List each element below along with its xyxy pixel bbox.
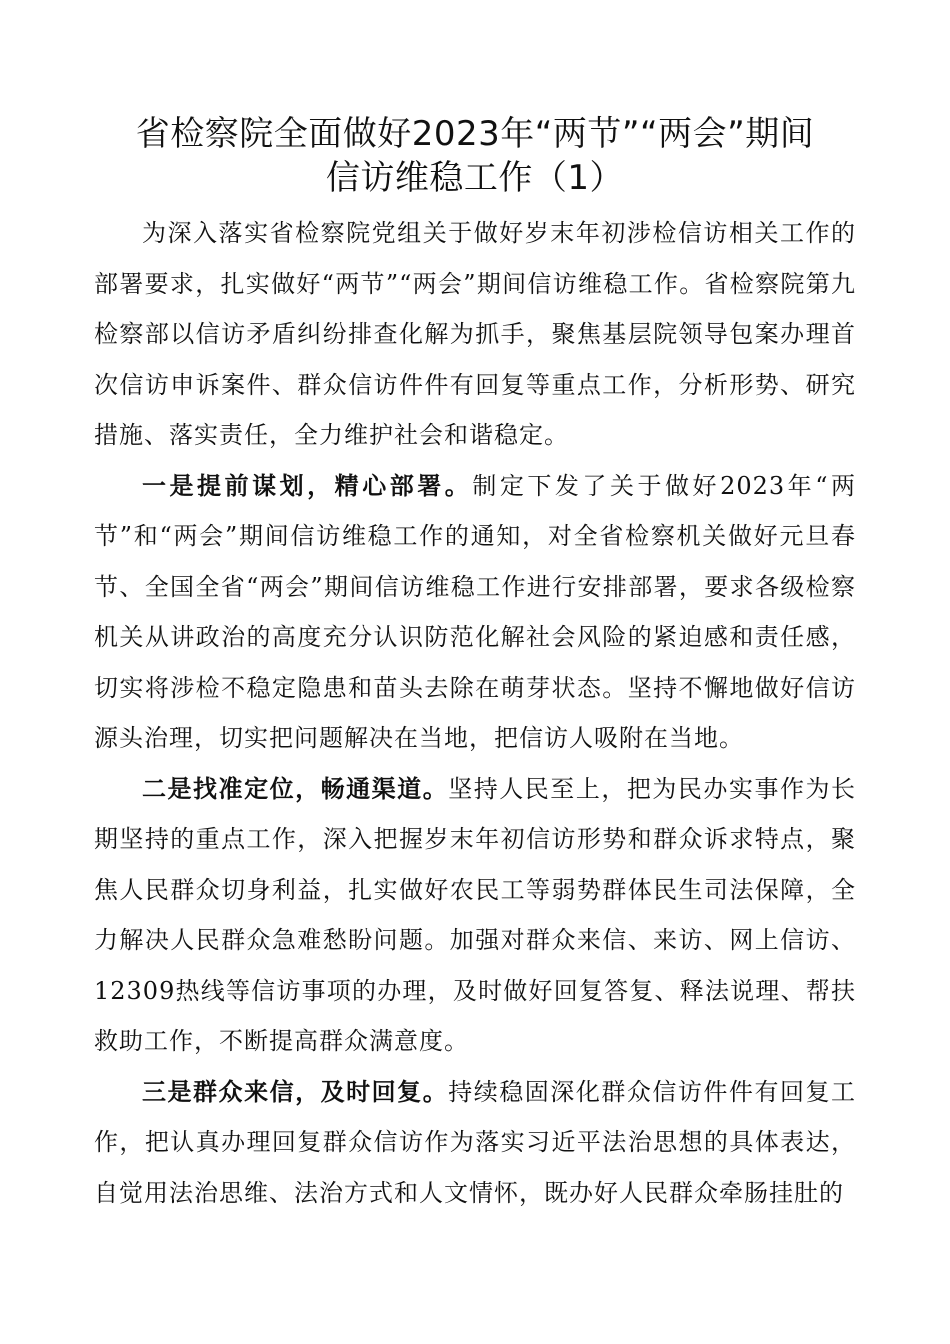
- paragraph-intro: [94, 208, 856, 461]
- paragraph-text: 为深入落实省检察院党组关于做好岁末年初涉检信访相关工作的部署要求，扎实做好“两节”“两会”期间信访维稳工作。省检察院第九检察部以信访矛盾纠纷排查化解为抓手，聚焦基层院领导包案办理首次信访申诉案件、群众信访件件有回复等重点工作，分析形势、研究措施、落实责任，全力维护社会和谐稳定。: [94, 219, 856, 449]
- title-line-2: 信访维稳工作（1）: [325, 158, 625, 198]
- document-title: [94, 112, 856, 200]
- paragraph-point-1: [94, 461, 856, 764]
- paragraph-text: 坚持人民至上，把为民办实事作为长期坚持的重点工作，深入把握岁末年初信访形势和群众诉求特点，聚焦人民群众切身利益，扎实做好农民工等弱势群体民生司法保障，全力解决人民群众急难愁盼问题。加强对群众来信、来访、网上信访、12309热线等信访事项的办理，及时做好回复答复、释法说理、帮扶救助工作，不断提高群众满意度。: [94, 774, 857, 1055]
- paragraph-lead: 一是提前谋划，精心部署。: [142, 471, 473, 500]
- title-line-1: 省检察院全面做好2023年“两节”“两会”期间: [135, 114, 815, 154]
- paragraph-text: 制定下发了关于做好2023年“两节”和“两会”期间信访维稳工作的通知，对全省检察机关做好元旦春节、全国全省“两会”期间信访维稳工作进行安排部署，要求各级检察机关从讲政治的高度充分认识防范化解社会风险的紧迫感和责任感，切实将涉检不稳定隐患和苗头去除在萌芽状态。坚持不懈地做好信访源头治理，切实把问题解决在当地，把信访人吸附在当地。: [94, 471, 856, 752]
- paragraph-lead: 二是找准定位，畅通渠道。: [142, 774, 449, 803]
- paragraph-lead: 三是群众来信，及时回复。: [142, 1077, 449, 1106]
- document-body: [94, 208, 856, 1218]
- paragraph-text: 持续稳固深化群众信访件件有回复工作，把认真办理回复群众信访作为落实习近平法治思想的具体表达，自觉用法治思维、法治方式和人文情怀，既办好人民群众牵肠挂肚的: [94, 1077, 857, 1207]
- paragraph-point-2: [94, 764, 856, 1067]
- paragraph-point-3: [94, 1067, 856, 1219]
